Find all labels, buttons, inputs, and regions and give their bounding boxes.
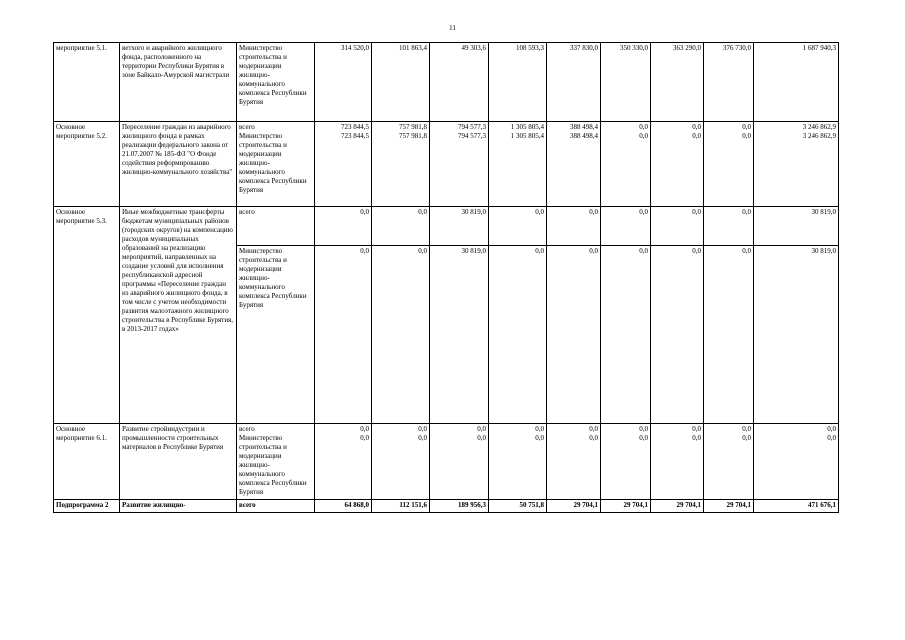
value-cell: 363 290,0	[651, 43, 704, 122]
value-cell: 0,0	[651, 246, 704, 424]
value-total: 0,0	[742, 123, 751, 131]
value-executor: 0,0	[418, 434, 427, 442]
value-cell	[547, 122, 601, 207]
value-executor: 0,0	[589, 434, 598, 442]
value-cell: 0,0	[601, 207, 651, 246]
value-cell: 112 151,6	[372, 500, 430, 513]
executor-name: Министерство строительства и модернизации жилищно-коммунального комплекса Республики Бурятия	[239, 132, 307, 194]
value-executor: 0,0	[692, 132, 701, 140]
activity-name: Иные межбюджетные трансферты бюджетам муниципальных районов (городских округов) на компенсацию расходов муниципальных образований на реализацию мероприятий, направленных на создание условий для исполнения республиканской адресной программы «Переселение граждан из аварийного жилищного фонда, в том числе с учетом необходимости развития малоэтажного жилищного строительства в Республике Бурятия, в 2013-2017 годах»	[120, 207, 237, 424]
value-cell: 0,0	[704, 207, 754, 246]
value-cell: 314 520,0	[315, 43, 372, 122]
value-executor: 3 246 862,9	[802, 132, 836, 140]
total-label: всего	[239, 425, 255, 433]
value-cell: 0,0	[547, 207, 601, 246]
value-executor: 388 498,4	[570, 132, 598, 140]
value-cell: 29 704,1	[651, 500, 704, 513]
value-total: 0,0	[639, 123, 648, 131]
value-executor: 0,0	[360, 434, 369, 442]
total-cell: 1 687 940,3	[754, 43, 839, 122]
activity-number: мероприятие 5.1.	[54, 43, 120, 122]
table-row	[54, 122, 839, 207]
value-cell	[489, 122, 547, 207]
table-row	[54, 424, 839, 500]
total-label: всего	[237, 500, 315, 513]
activity-name: Переселение граждан из аварийного жилищного фонда в рамках реализации федерального закона от 21.07.2007 № 185-ФЗ "О Фонде содействия реформированию жилищно-коммунального хозяйства"	[120, 122, 237, 207]
value-executor: 0,0	[477, 434, 486, 442]
activity-number: Основное мероприятие 5.2.	[54, 122, 120, 207]
value-total: 0,0	[360, 425, 369, 433]
value-cell: 64 868,0	[315, 500, 372, 513]
value-executor: 0,0	[742, 132, 751, 140]
page-number: 11	[449, 24, 456, 32]
value-executor: 0,0	[535, 434, 544, 442]
value-cell: 0,0	[489, 246, 547, 424]
executor-name: Министерство строительства и модернизации жилищно-коммунального комплекса Республики Бурятия	[237, 246, 315, 424]
activity-name: Развитие стройиндустрии и промышленности строительных материалов в Республике Бурятия	[120, 424, 237, 500]
value-cell: 29 704,1	[601, 500, 651, 513]
value-cell	[601, 424, 651, 500]
value-total: 0,0	[827, 425, 836, 433]
value-total: 388 498,4	[570, 123, 598, 131]
value-cell: 108 593,3	[489, 43, 547, 122]
value-cell: 0,0	[372, 246, 430, 424]
value-cell: 30 819,0	[430, 246, 489, 424]
value-cell: 0,0	[704, 246, 754, 424]
value-cell	[430, 424, 489, 500]
value-cell	[315, 424, 372, 500]
value-cell: 189 956,3	[430, 500, 489, 513]
value-cell: 0,0	[651, 207, 704, 246]
value-cell	[489, 424, 547, 500]
value-cell	[372, 122, 430, 207]
total-cell: 30 819,0	[754, 207, 839, 246]
activity-number: Основное мероприятие 6.1.	[54, 424, 120, 500]
value-total: 1 305 805,4	[510, 123, 544, 131]
value-total: 0,0	[692, 123, 701, 131]
value-cell	[704, 424, 754, 500]
value-executor: 0,0	[639, 132, 648, 140]
value-cell: 0,0	[601, 246, 651, 424]
value-cell: 0,0	[372, 207, 430, 246]
value-cell: 29 704,1	[547, 500, 601, 513]
value-total: 757 981,8	[399, 123, 427, 131]
value-cell: 50 751,8	[489, 500, 547, 513]
value-cell: 49 303,6	[430, 43, 489, 122]
executor-cell	[237, 122, 315, 207]
executor-name: Министерство строительства и модернизации жилищно-коммунального комплекса Республики Бурятия	[239, 434, 307, 496]
value-executor: 0,0	[827, 434, 836, 442]
total-cell: 30 819,0	[754, 246, 839, 424]
subprogram-number: Подпрограмма 2	[54, 500, 120, 513]
value-total: 0,0	[418, 425, 427, 433]
value-cell: 30 819,0	[430, 207, 489, 246]
value-executor: 1 305 805,4	[510, 132, 544, 140]
table-row	[54, 207, 839, 246]
value-cell: 0,0	[315, 246, 372, 424]
value-cell	[372, 424, 430, 500]
value-cell: 29 704,1	[704, 500, 754, 513]
value-cell: 101 863,4	[372, 43, 430, 122]
value-cell	[547, 424, 601, 500]
value-executor: 794 577,3	[458, 132, 486, 140]
value-executor: 0,0	[639, 434, 648, 442]
value-total: 0,0	[639, 425, 648, 433]
value-cell	[601, 122, 651, 207]
value-cell	[315, 122, 372, 207]
value-total: 0,0	[477, 425, 486, 433]
total-label: всего	[237, 207, 315, 246]
value-cell: 376 730,0	[704, 43, 754, 122]
value-cell: 337 830,0	[547, 43, 601, 122]
value-cell	[704, 122, 754, 207]
executor-cell	[237, 424, 315, 500]
budget-table	[53, 42, 839, 513]
total-cell	[754, 424, 839, 500]
value-cell: 350 330,0	[601, 43, 651, 122]
value-total: 0,0	[535, 425, 544, 433]
value-total: 723 844,5	[341, 123, 369, 131]
value-cell: 0,0	[315, 207, 372, 246]
value-cell	[430, 122, 489, 207]
value-executor: 0,0	[692, 434, 701, 442]
value-executor: 0,0	[742, 434, 751, 442]
value-total: 0,0	[742, 425, 751, 433]
value-cell: 0,0	[489, 207, 547, 246]
value-total: 0,0	[589, 425, 598, 433]
table-row	[54, 43, 839, 122]
value-executor: 757 981,8	[399, 132, 427, 140]
total-cell	[754, 122, 839, 207]
subprogram-name: Развитие жилищно-	[120, 500, 237, 513]
value-total: 794 577,3	[458, 123, 486, 131]
value-total: 3 246 862,9	[802, 123, 836, 131]
value-total: 0,0	[692, 425, 701, 433]
total-cell: 471 676,1	[754, 500, 839, 513]
total-label: всего	[239, 123, 255, 131]
value-cell	[651, 122, 704, 207]
activity-number: Основное мероприятие 5.3.	[54, 207, 120, 424]
activity-name: ветхого и аварийного жилищного фонда, расположенного на территории Республики Бурятия в зоне Байкало-Амурской магистрали	[120, 43, 237, 122]
table-row	[54, 500, 839, 513]
value-executor: 723 844,5	[341, 132, 369, 140]
executor-cell: Министерство строительства и модернизации жилищно-коммунального комплекса Республики Бурятия	[237, 43, 315, 122]
value-cell	[651, 424, 704, 500]
value-cell: 0,0	[547, 246, 601, 424]
